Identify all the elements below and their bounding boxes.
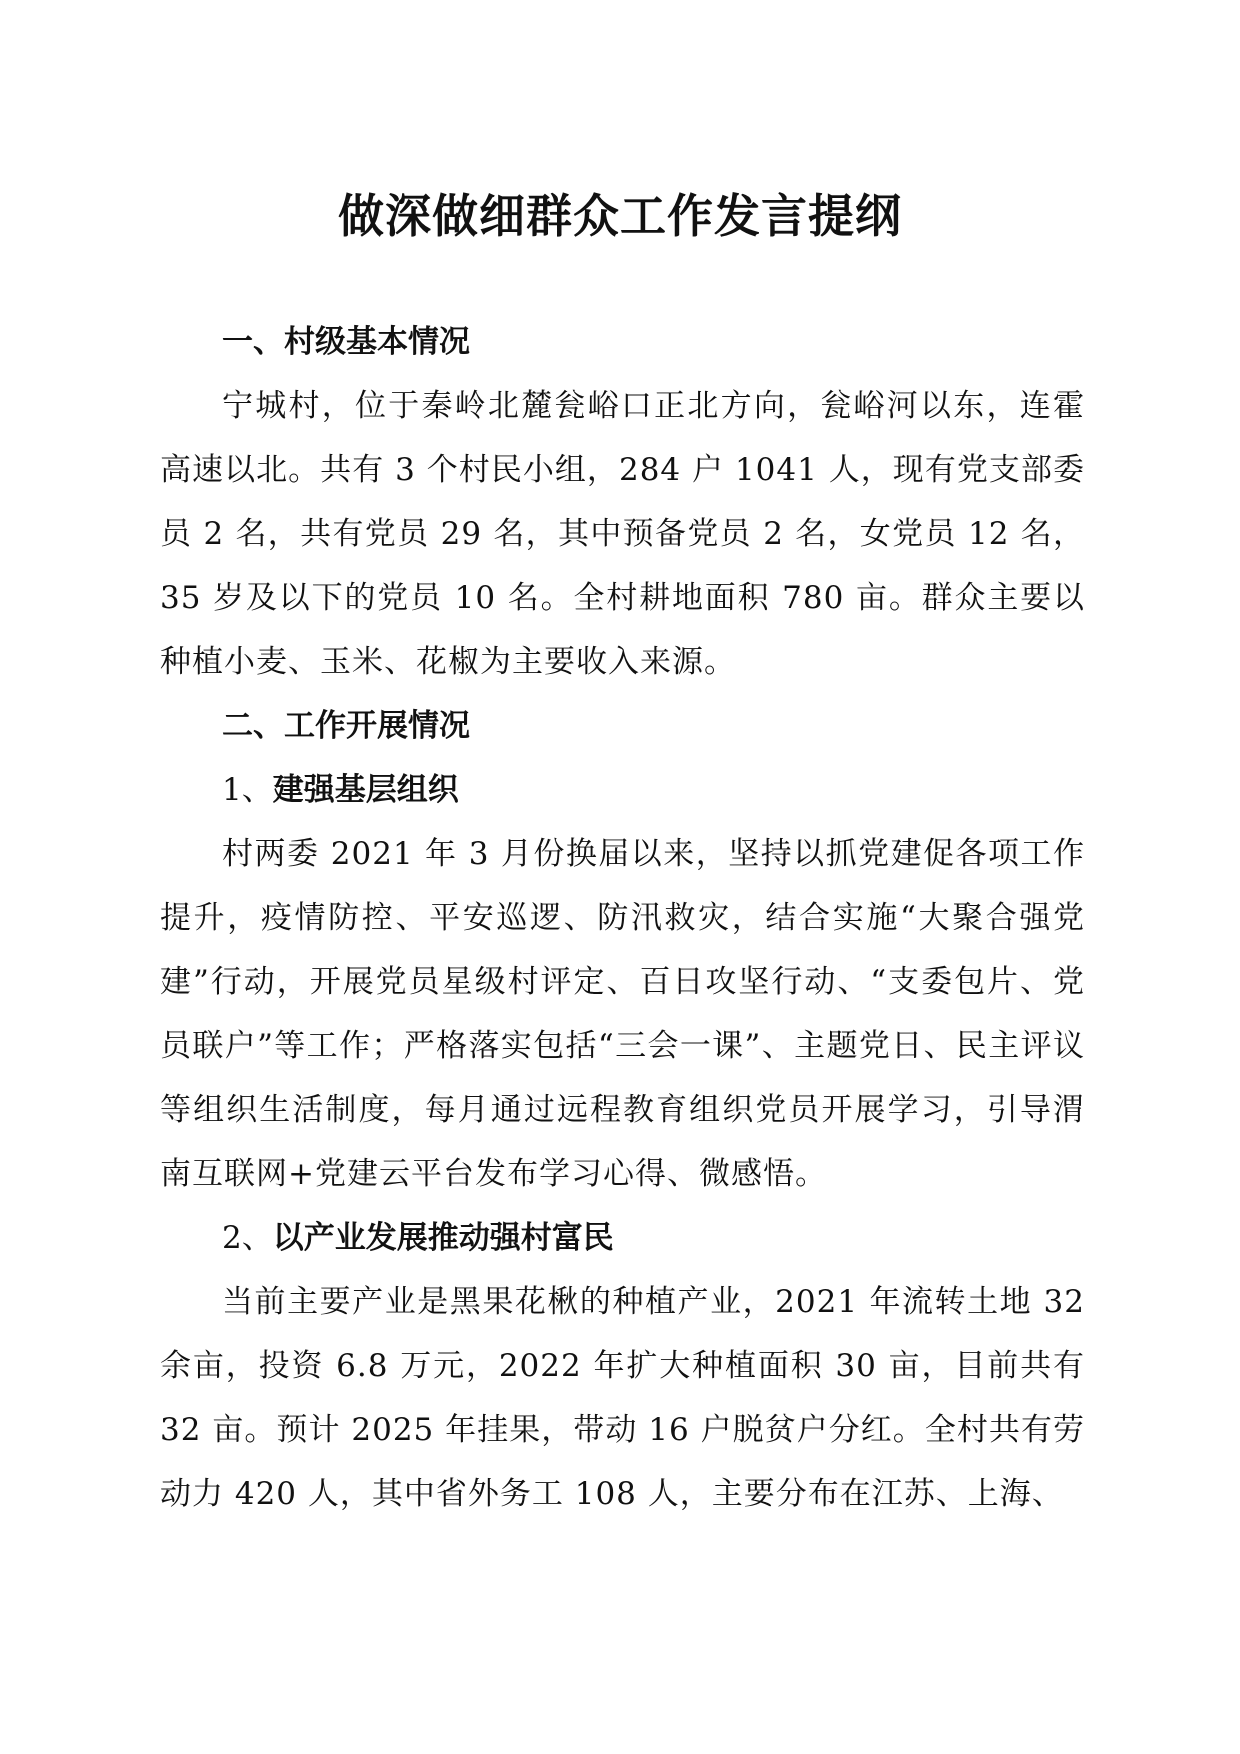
subsection-2-paragraph: 当前主要产业是黑果花楸的种植产业，2021 年流转土地 32 余亩，投资 6.8 万元，2022 年扩大种植面积 30 亩，目前共有 32 亩。预计 2025 年挂果，带动 16 户脱贫户分红。全村共有劳动力 420 人，其中省外务工 108 人，主要分布在江苏、上海、 xyxy=(160,1284,1085,1512)
subsection-number-1: 1、 xyxy=(222,772,273,808)
subsection-number-2: 2、 xyxy=(222,1220,273,1256)
subsection-heading-1 xyxy=(160,758,1085,822)
subsection-title-2: 以产业发展推动强村富民 xyxy=(272,1220,614,1256)
document-body xyxy=(160,310,1085,1526)
subsection-1-paragraph: 村两委 2021 年 3 月份换届以来，坚持以抓党建促各项工作提升，疫情防控、平安巡逻、防汛救灾，结合实施“大聚合强党建”行动，开展党员星级村评定、百日攻坚行动、“支委包片、党员联户”等工作；严格落实包括“三会一课”、主题党日、民主评议等组织生活制度，每月通过远程教育组织党员开展学习，引导渭南互联网+党建云平台发布学习心得、微感悟。 xyxy=(160,836,1085,1192)
page-title: 做深做细群众工作发言提纲 xyxy=(338,189,902,243)
subsection-heading-2 xyxy=(160,1206,1085,1270)
basic-info-paragraph: 宁城村，位于秦岭北麓瓮峪口正北方向，瓮峪河以东，连霍高速以北。共有 3 个村民小组，284 户 1041 人，现有党支部委员 2 名，共有党员 29 名，其中预备党员 2 名，女党员 12 名，35 岁及以下的党员 10 名。全村耕地面积 780 亩。群众主要以种植小麦、玉米、花椒为主要收入来源。 xyxy=(160,388,1085,680)
subsection-title-1: 建强基层组织 xyxy=(272,772,459,808)
section-heading-work-progress: 二、工作开展情况 xyxy=(222,708,470,744)
section-heading-basic-info: 一、村级基本情况 xyxy=(222,324,470,360)
